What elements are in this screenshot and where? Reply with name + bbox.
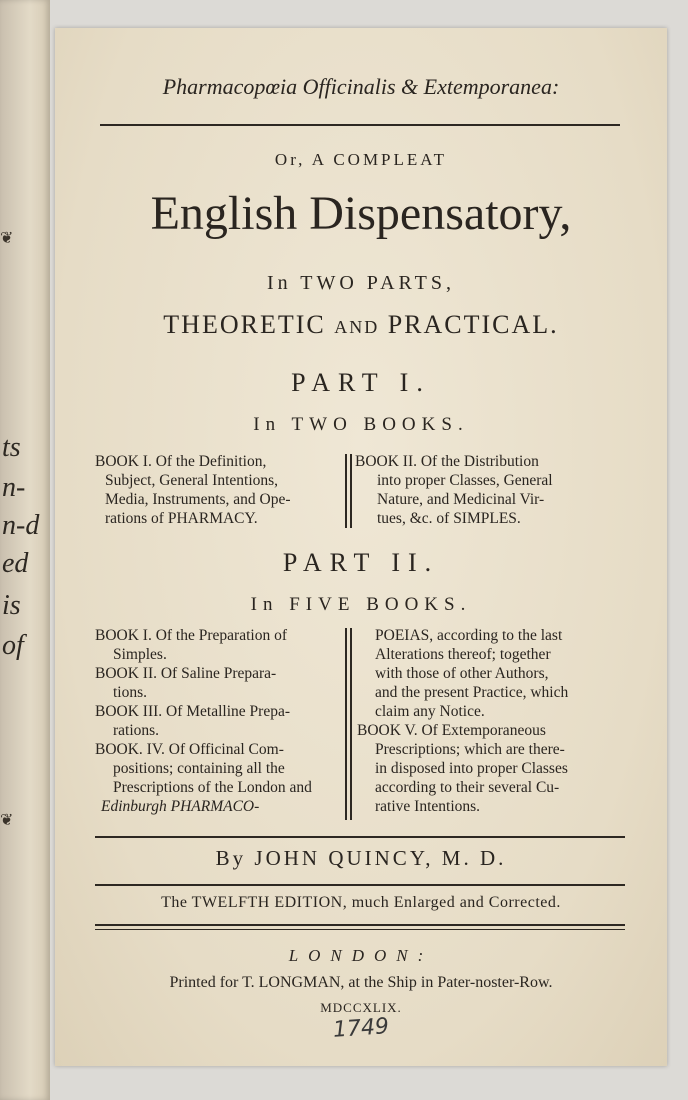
column-line: Nature, and Medicinal Vir- bbox=[377, 491, 545, 508]
facing-page-fragment: n- bbox=[2, 472, 26, 503]
part2-left-column bbox=[95, 626, 312, 816]
column-line: BOOK I. Of the Preparation of bbox=[95, 627, 287, 644]
theoretic-line: THEORETIC and PRACTICAL. bbox=[163, 310, 559, 339]
part1-left-column bbox=[95, 452, 291, 528]
year-roman: MDCCXLIX. bbox=[320, 1000, 402, 1015]
part2-subheading: In FIVE BOOKS. bbox=[250, 594, 472, 615]
divider bbox=[95, 884, 625, 886]
column-line: Alterations thereof; together bbox=[375, 646, 551, 663]
column-line: positions; containing all the bbox=[113, 760, 285, 777]
facing-page-fragment: n-d bbox=[2, 510, 40, 541]
facing-page-edge bbox=[0, 0, 50, 1100]
column-line: in disposed into proper Classes bbox=[375, 760, 568, 777]
column-line: rative Intentions. bbox=[375, 798, 481, 815]
author-line: By JOHN QUINCY, M. D. bbox=[215, 846, 507, 870]
facing-page-fragment: ed bbox=[2, 548, 29, 579]
edition-line: The TWELFTH EDITION, much Enlarged and Corrected. bbox=[161, 894, 561, 911]
column-line: and the present Practice, which bbox=[375, 684, 569, 701]
column-line: BOOK II. Of Saline Prepara- bbox=[95, 665, 277, 682]
city-line: LONDON: bbox=[288, 946, 434, 965]
ornament-icon: ❦ bbox=[0, 228, 14, 247]
column-line: according to their several Cu- bbox=[375, 779, 560, 796]
column-line: BOOK II. Of the Distribution bbox=[355, 453, 539, 470]
column-divider bbox=[345, 628, 347, 820]
column-line: tues, &c. of SIMPLES. bbox=[377, 510, 521, 527]
divider bbox=[95, 924, 625, 926]
column-line: tions. bbox=[113, 684, 148, 701]
printer-line: Printed for T. LONGMAN, at the Ship in Pater-noster-Row. bbox=[169, 974, 553, 991]
part2-heading: PART II. bbox=[282, 548, 440, 577]
column-line: Edinburgh PHARMACO- bbox=[101, 798, 260, 815]
part2-right-column bbox=[357, 626, 568, 816]
handwritten-year: 1749 bbox=[332, 1014, 390, 1043]
column-line: BOOK I. Of the Definition, bbox=[95, 453, 267, 470]
column-line: Subject, General Intentions, bbox=[105, 472, 279, 489]
column-line: rations. bbox=[113, 722, 160, 739]
column-line: BOOK. IV. Of Officinal Com- bbox=[95, 741, 284, 758]
column-line: into proper Classes, General bbox=[377, 472, 553, 489]
part1-subheading: In TWO BOOKS. bbox=[253, 414, 469, 435]
column-line: rations of PHARMACY. bbox=[105, 510, 258, 527]
column-line: with those of other Authors, bbox=[375, 665, 549, 682]
column-divider bbox=[350, 628, 352, 820]
column-line: BOOK III. Of Metalline Prepa- bbox=[95, 703, 290, 720]
column-line: Prescriptions of the London and bbox=[113, 779, 312, 796]
part1-right-column bbox=[355, 452, 553, 528]
facing-page-fragment: of bbox=[2, 630, 24, 661]
column-line: POEIAS, according to the last bbox=[375, 627, 563, 644]
ornament-icon: ❦ bbox=[0, 810, 14, 829]
column-line: claim any Notice. bbox=[375, 703, 485, 720]
part1-heading: PART I. bbox=[291, 368, 431, 397]
or-line: Or, A COMPLEAT bbox=[274, 150, 448, 169]
divider bbox=[95, 929, 625, 930]
divider bbox=[100, 124, 620, 126]
main-title: English Dispensatory, bbox=[150, 187, 572, 240]
divider bbox=[95, 836, 625, 838]
top-title: Pharmacopœia Officinalis & Extemporanea: bbox=[162, 74, 560, 99]
column-line: BOOK V. Of Extemporaneous bbox=[357, 722, 546, 739]
facing-page-fragment: ts bbox=[2, 432, 21, 463]
in-parts: In TWO PARTS, bbox=[266, 272, 456, 294]
facing-page-fragment: is bbox=[2, 590, 21, 621]
column-divider bbox=[345, 454, 347, 528]
column-line: Prescriptions; which are there- bbox=[375, 741, 565, 758]
column-divider bbox=[350, 454, 352, 528]
column-line: Media, Instruments, and Ope- bbox=[105, 491, 291, 508]
column-line: Simples. bbox=[113, 646, 167, 663]
title-page bbox=[55, 28, 667, 1066]
